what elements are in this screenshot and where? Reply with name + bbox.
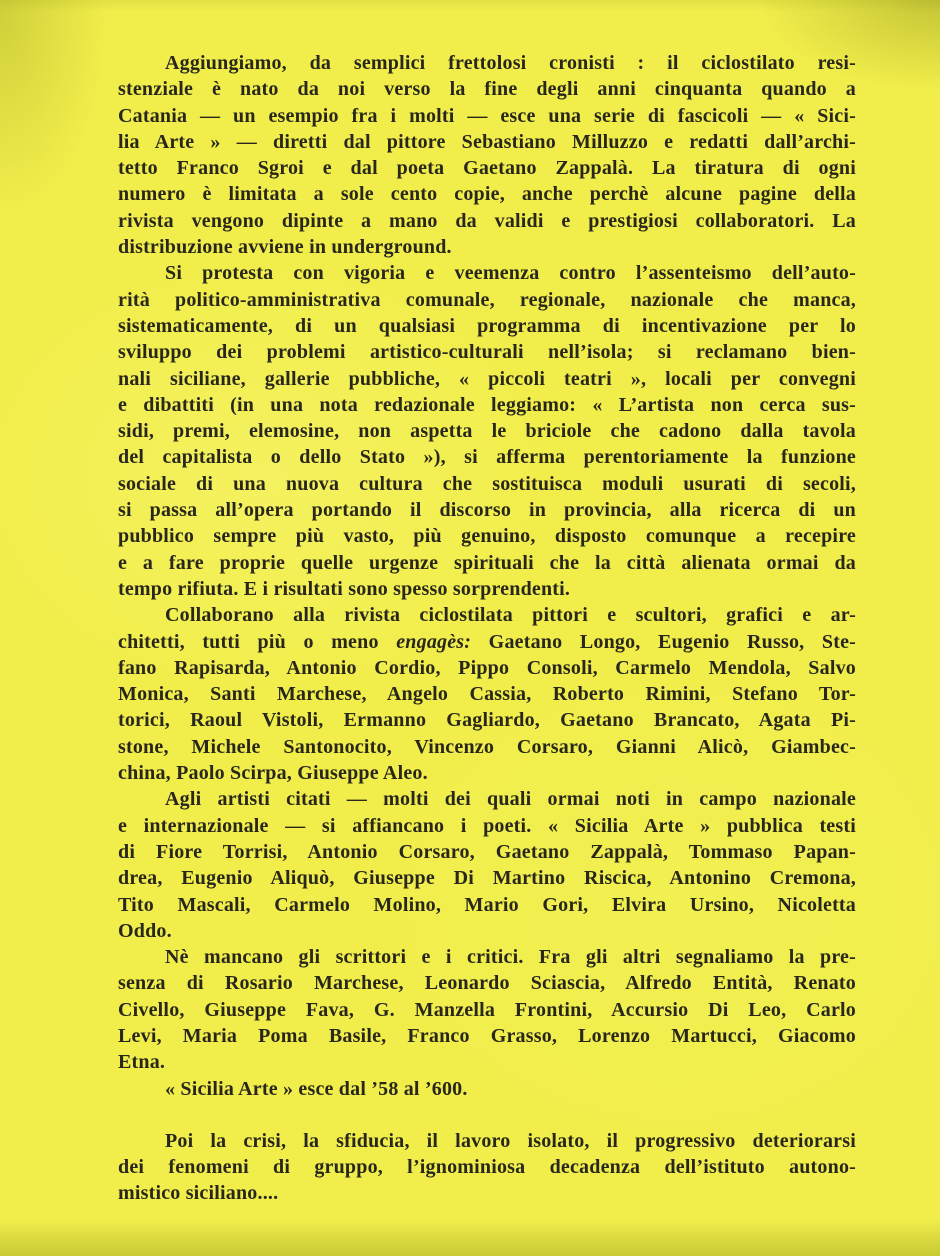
text-line: Monica, Santi Marchese, Angelo Cassia, Roberto Rimini, Stefano Tor- — [118, 683, 856, 706]
paragraph — [118, 260, 856, 602]
text-line: pubblico sempre più vasto, più genuino, disposto comunque a recepire — [118, 525, 856, 548]
text-line: sociale di una nuova cultura che sostituisca moduli usurati di secoli, — [118, 472, 856, 495]
paragraph — [118, 50, 856, 260]
text-line: e dibattiti (in una nota redazionale leggiamo: « L’artista non cerca sus- — [118, 393, 856, 416]
text-line: Nè mancano gli scrittori e i critici. Fra gli altri segnaliamo la pre- — [165, 946, 856, 969]
text-line: stenziale è nato da noi verso la fine degli anni cinquanta quando a — [118, 78, 856, 101]
text-line: torici, Raoul Vistoli, Ermanno Gagliardo, Gaetano Brancato, Agata Pi- — [118, 709, 856, 732]
text-line: tempo rifiuta. E i risultati sono spesso sorprendenti. — [118, 577, 571, 600]
text-line: Aggiungiamo, da semplici frettolosi cronisti : il ciclostilato resi- — [165, 52, 856, 74]
text-line: Levi, Maria Poma Basile, Franco Grasso, Lorenzo Martucci, Giacomo — [118, 1024, 856, 1047]
text-line: Poi la crisi, la sfiducia, il lavoro isolato, il progressivo deteriorarsi — [165, 1129, 856, 1152]
text-line: Etna. — [118, 1051, 166, 1074]
text-line: Collaborano alla rivista ciclostilata pittori e scultori, grafici e ar- — [165, 604, 856, 627]
text-line: tetto Franco Sgroi e dal poeta Gaetano Zappalà. La tiratura di ogni — [118, 157, 856, 180]
text-line: mistico siciliano.... — [118, 1182, 279, 1205]
text-line: senza di Rosario Marchese, Leonardo Sciascia, Alfredo Entità, Renato — [118, 972, 856, 995]
text-line: « Sicilia Arte » esce dal ’58 al ’600. — [165, 1077, 468, 1100]
text-line: sviluppo dei problemi artistico-culturali nell’isola; si reclamano bien- — [118, 341, 856, 364]
text-line: sistematicamente, di un qualsiasi programma di incentivazione per lo — [118, 314, 856, 337]
text-line: Civello, Giuseppe Fava, G. Manzella Frontini, Accursio Di Leo, Carlo — [118, 998, 856, 1021]
text-line: distribuzione avviene in underground. — [118, 236, 452, 259]
text-line: Agli artisti citati — molti dei quali ormai noti in campo nazionale — [165, 788, 856, 811]
text-line: fano Rapisarda, Antonio Cordio, Pippo Consoli, Carmelo Mendola, Salvo — [118, 656, 856, 679]
text-line: chitetti, tutti più o meno engagès: Gaetano Longo, Eugenio Russo, Ste- — [118, 630, 856, 653]
text-line: stone, Michele Santonocito, Vincenzo Corsaro, Gianni Alicò, Giambec- — [118, 735, 856, 758]
text-line: drea, Eugenio Aliquò, Giuseppe Di Martino Riscica, Antonino Cremona, — [118, 867, 856, 890]
text-line: Tito Mascali, Carmelo Molino, Mario Gori, Elvira Ursino, Nicoletta — [118, 893, 856, 916]
text-line: e a fare proprie quelle urgenze spirituali che la città alienata ormai da — [118, 551, 856, 574]
text-line: Oddo. — [118, 919, 172, 942]
paragraph — [118, 1128, 856, 1207]
text-line: china, Paolo Scirpa, Giuseppe Aleo. — [118, 762, 428, 785]
text-line: sidi, premi, elemosine, non aspetta le briciole che cadono dalla tavola — [118, 420, 856, 443]
text-line: lia Arte » — diretti dal pittore Sebastiano Milluzzo e redatti dall’archi- — [118, 130, 856, 153]
text-line: e internazionale — si affiancano i poeti. « Sicilia Arte » pubblica testi — [118, 814, 856, 837]
paragraph — [118, 944, 856, 1075]
text-line: nali siciliane, gallerie pubbliche, « piccoli teatri », locali per convegni — [118, 367, 856, 390]
paragraph — [118, 786, 856, 944]
text-line: numero è limitata a sole cento copie, anche perchè alcune pagine della — [118, 183, 856, 206]
text-line: Si protesta con vigoria e veemenza contro l’assenteismo dell’auto- — [165, 262, 856, 285]
text-line: dei fenomeni di gruppo, l’ignominiosa decadenza dell’istituto autono- — [118, 1156, 856, 1179]
text-line: Catania — un esempio fra i molti — esce una serie di fascicoli — « Sici- — [118, 104, 856, 127]
text-line: si passa all’opera portando il discorso in provincia, alla ricerca di un — [118, 499, 856, 522]
paragraph — [118, 602, 856, 786]
text-line: rità politico-amministrativa comunale, regionale, nazionale che manca, — [118, 288, 856, 311]
paragraph — [118, 1076, 856, 1102]
text-line: di Fiore Torrisi, Antonio Corsaro, Gaetano Zappalà, Tommaso Papan- — [118, 840, 856, 863]
body-text — [118, 50, 856, 1207]
text-line: del capitalista o dello Stato »), si afferma perentoriamente la funzione — [118, 446, 856, 469]
text-line: rivista vengono dipinte a mano da validi e prestigiosi collaboratori. La — [118, 209, 856, 232]
